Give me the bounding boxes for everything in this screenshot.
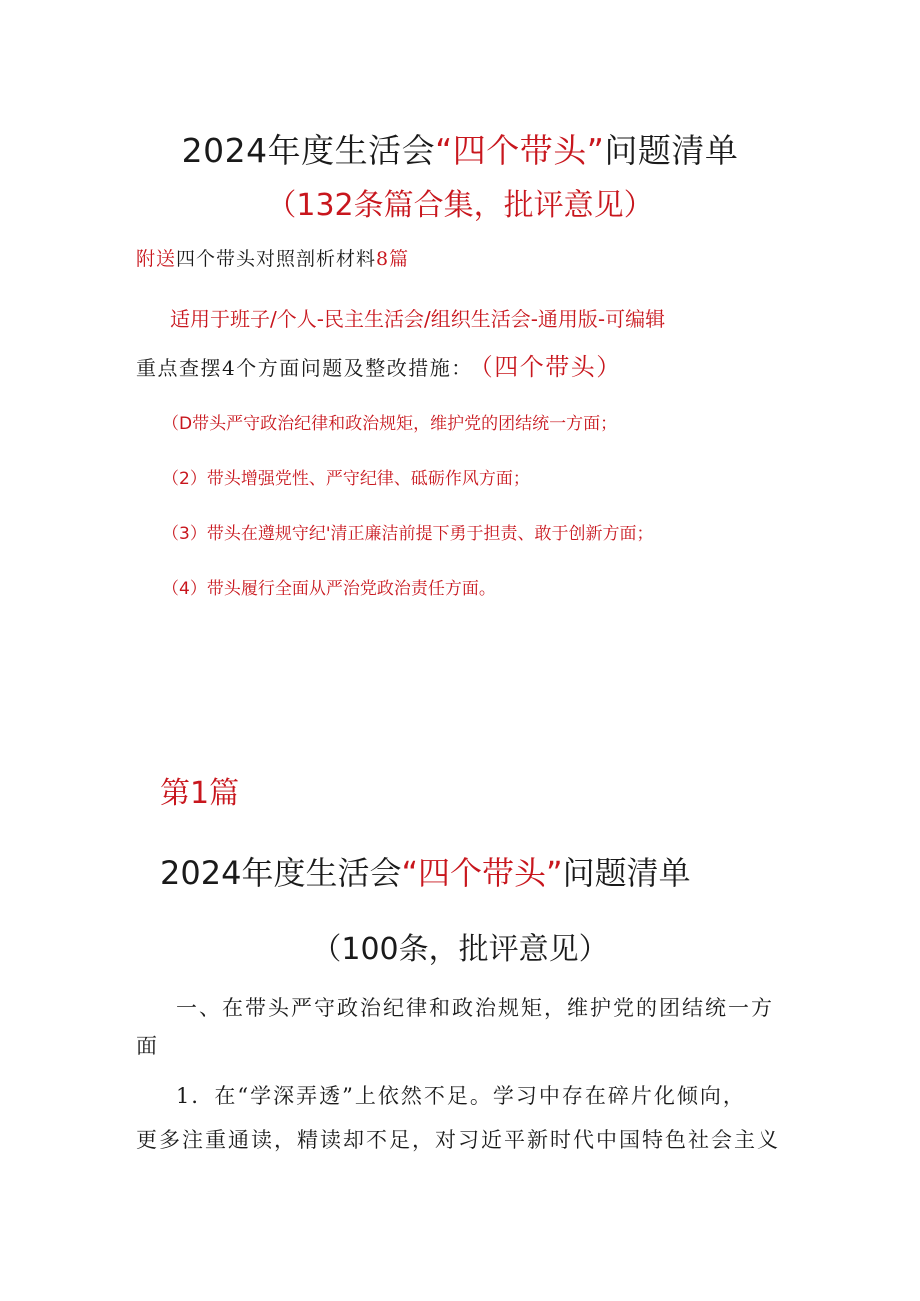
section-heading-line-2: 面: [136, 1034, 159, 1058]
paragraph-line-1: 1．在“学深弄透”上依然不足。学习中存在碎片化倾向，: [176, 1084, 746, 1108]
key-point-item: （4）带头履行全面从严治党政治责任方面。: [162, 579, 496, 599]
applicability-line: 适用于班子/个人-民主生活会/组织生活会-通用版-可编辑: [170, 307, 666, 331]
section-title-quote: “四个带头”: [401, 854, 563, 892]
key-points-paren-label: （四个带头）: [480, 353, 622, 381]
key-points-intro: [136, 350, 622, 385]
attachment-note-suffix: 8篇: [376, 248, 410, 270]
section-title: [160, 850, 691, 896]
attachment-note-prefix: 附送: [136, 248, 177, 270]
key-points-intro-text: 重点查摆4个方面问题及整改措施：: [136, 356, 473, 380]
paragraph-line-2: 更多注重通读，精读却不足，对习近平新时代中国特色社会主义: [136, 1128, 780, 1152]
main-subtitle: （132条篇合集，批评意见）: [266, 188, 654, 223]
main-title: [0, 128, 920, 174]
attachment-note: [136, 244, 409, 274]
main-title-prefix: 2024年度生活会: [181, 131, 436, 170]
key-point-item: （2）带头增强党性、严守纪律、砥砺作风方面；: [162, 469, 530, 489]
section-title-prefix: 2024年度生活会: [160, 854, 402, 892]
main-title-suffix: 问题清单: [604, 131, 739, 170]
attachment-note-middle: 四个带头对照剖析材料: [176, 248, 377, 270]
key-point-item: （3）带头在遵规守纪'清正廉洁前提下勇于担责、敢于创新方面；: [162, 524, 654, 544]
section-title-suffix: 问题清单: [562, 854, 691, 892]
main-title-quote: “四个带头”: [435, 131, 605, 170]
section-heading-line-1: 一、在带头严守政治纪律和政治规矩，维护党的团结统一方: [176, 996, 774, 1020]
section-label: 第1篇: [160, 776, 240, 811]
section-subtitle: （100条，批评意见）: [311, 932, 609, 967]
key-point-item: （D带头严守政治纪律和政治规矩，维护党的团结统一方面；: [162, 414, 618, 434]
